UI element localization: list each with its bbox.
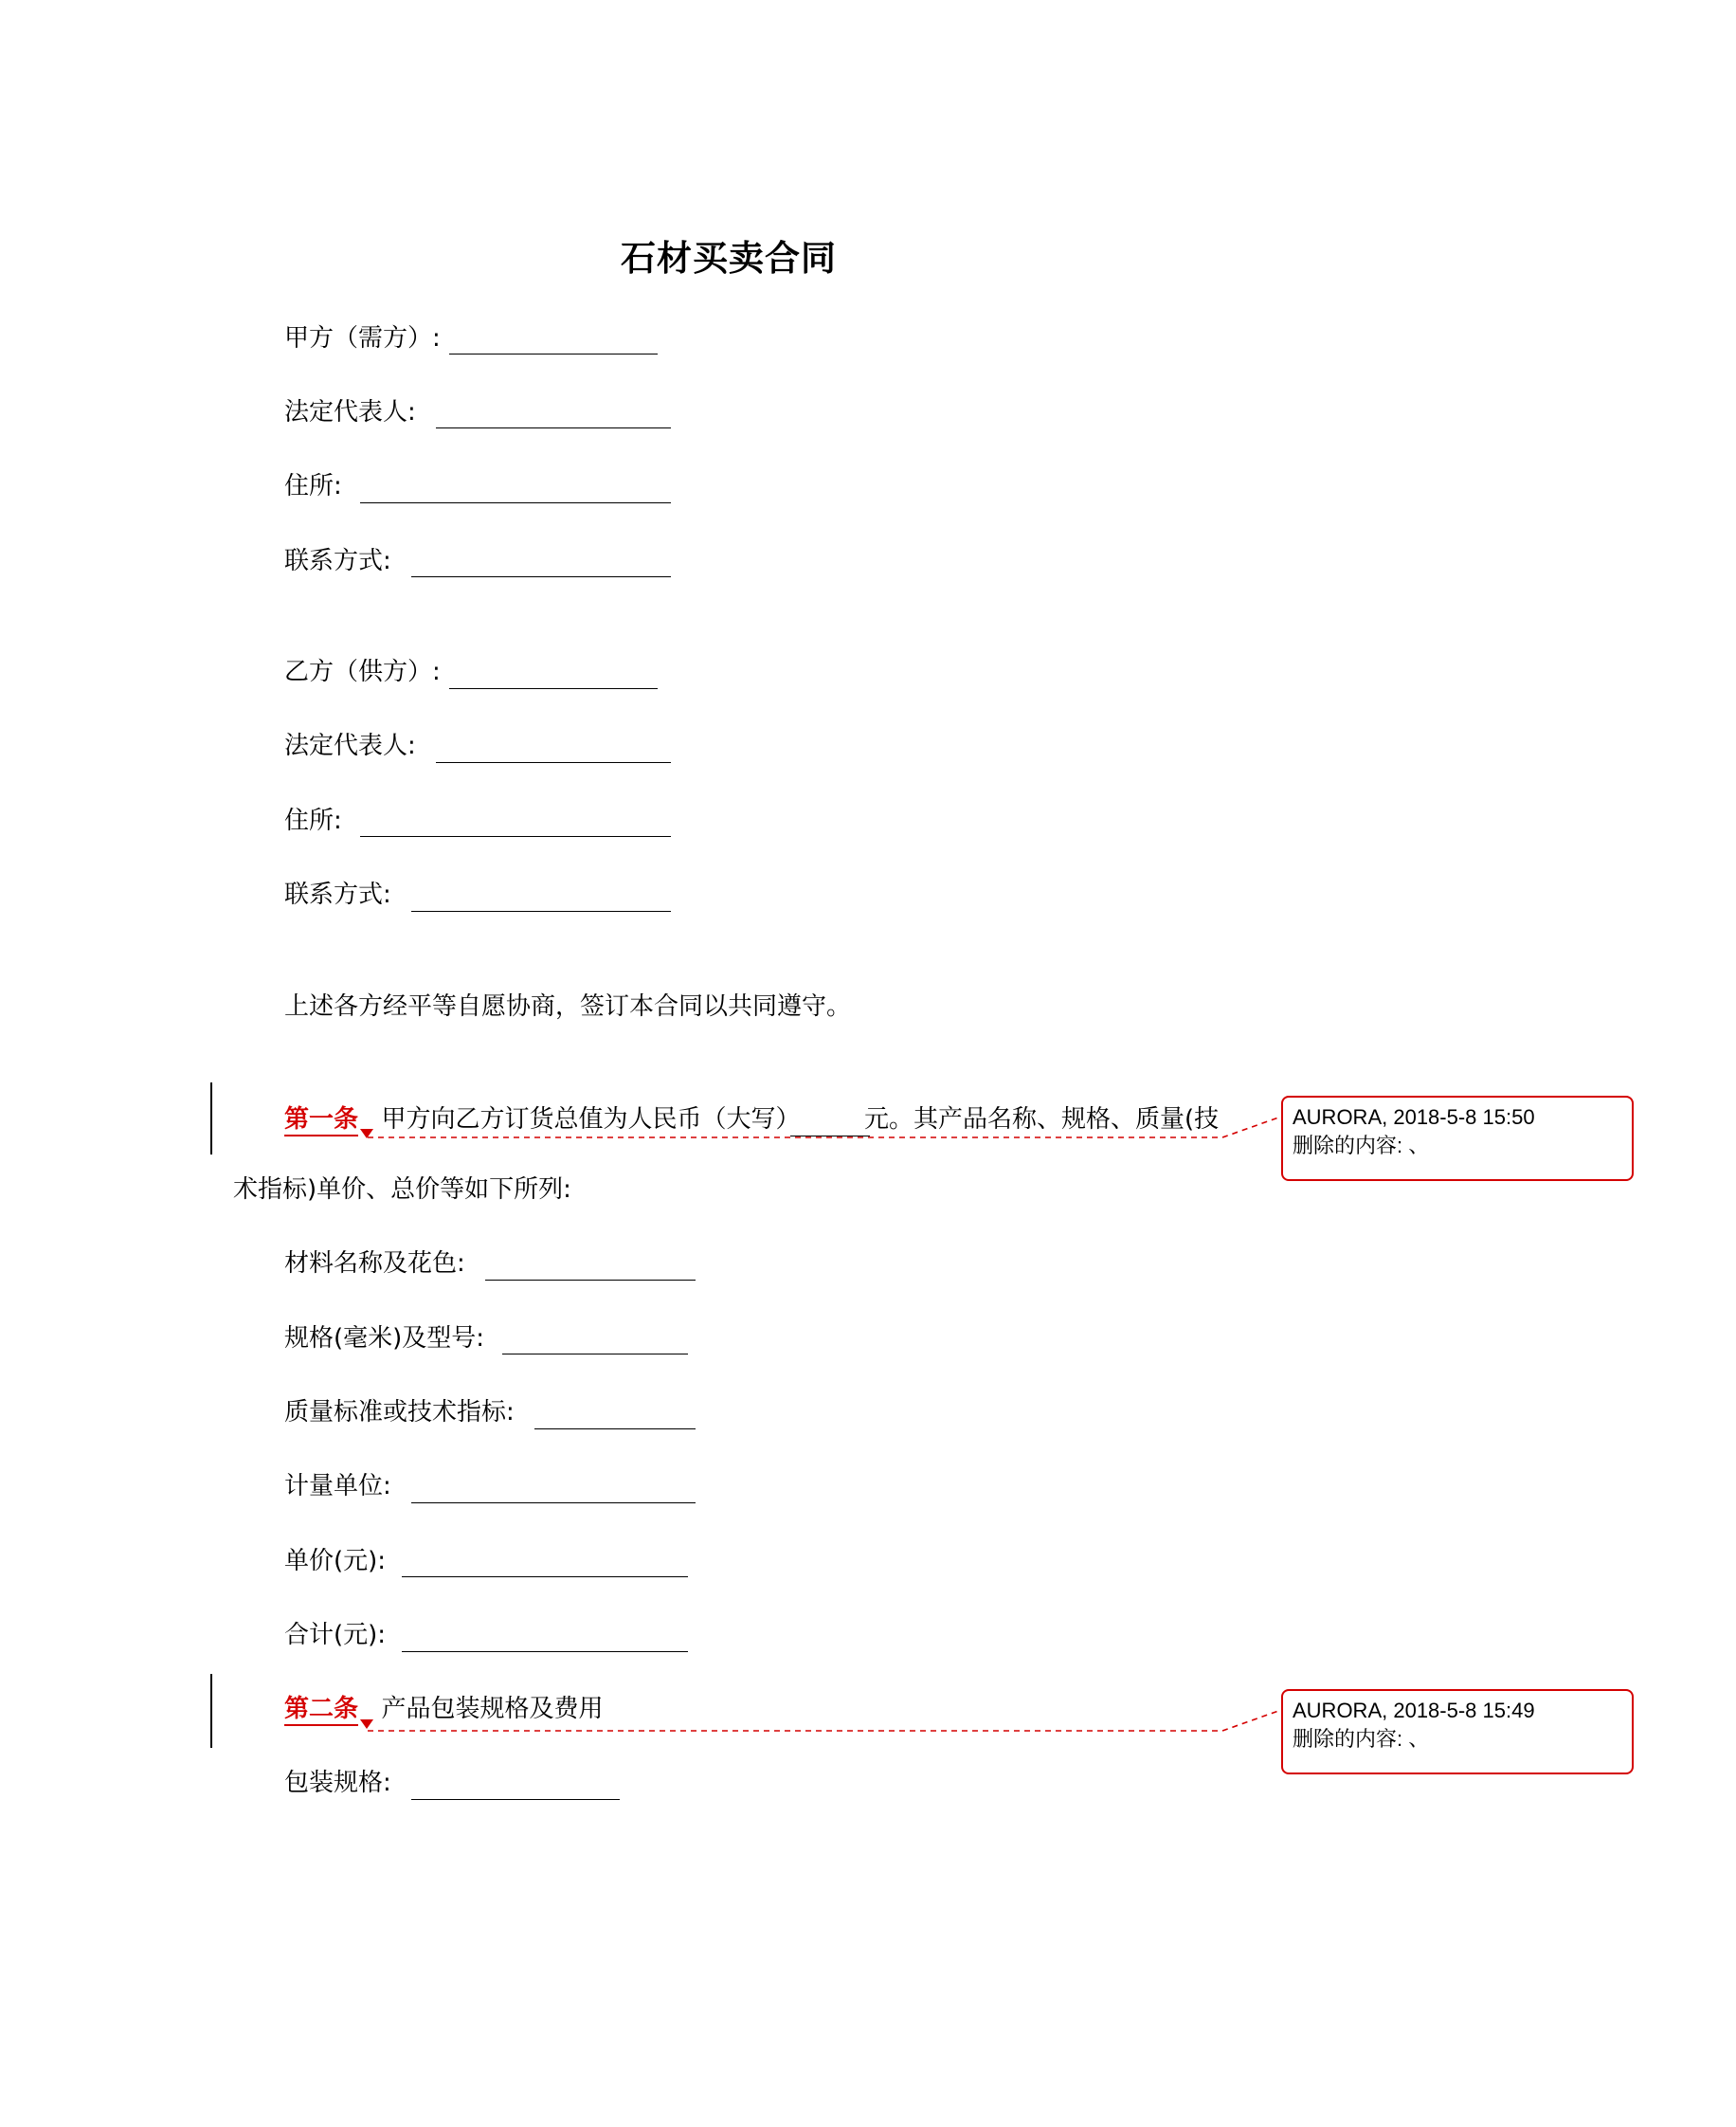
comment-author-date: AURORA, 2018-5-8 15:50 [1293,1105,1535,1129]
comment-balloon-2[interactable] [1281,1689,1634,1774]
material-label: 材料名称及花色: [284,1249,465,1278]
unit-label: 计量单位: [284,1472,391,1500]
price-blank[interactable] [402,1576,688,1577]
party-b-contact-blank[interactable] [411,911,671,912]
party-a-contact-blank[interactable] [411,576,671,577]
party-b-address-blank[interactable] [360,836,671,837]
party-a-address-blank[interactable] [360,502,671,503]
packaging-label: 包装规格: [284,1769,391,1797]
preamble-text: 上述各方经平等自愿协商，签订本合同以共同遵守。 [284,992,852,1021]
party-a-address-label: 住所: [284,472,342,500]
material-blank[interactable] [485,1280,696,1281]
spec-label: 规格(毫米)及型号: [284,1324,485,1353]
quality-blank[interactable] [534,1428,696,1429]
document-title: 石材买卖合同 [621,238,837,279]
party-b-address-label: 住所: [284,807,342,835]
article-2-text: 产品包装规格及费用 [381,1695,604,1723]
price-label: 单价(元): [284,1547,387,1575]
party-b-rep-blank[interactable] [436,762,671,763]
article-2-number: 第二条 [284,1695,358,1726]
comment-content: 删除的内容: 、 [1293,1727,1430,1751]
party-a-rep-label: 法定代表人: [284,398,416,427]
unit-blank[interactable] [411,1502,696,1503]
change-bar-article-2 [210,1674,212,1748]
comment-balloon-1[interactable] [1281,1096,1634,1181]
article-2-line [284,1693,604,1725]
article-1-text-b: 元。其产品名称、规格、质量(技 [864,1105,1220,1134]
party-b-rep-label: 法定代表人: [284,732,416,760]
deletion-marker-1 [360,1129,373,1138]
article-1-text-c: 术指标)单价、总价等如下所列: [233,1175,571,1204]
party-b-heading: 乙方（供方）: [284,658,441,686]
party-a-contact-label: 联系方式: [284,547,391,575]
party-b-name-blank[interactable] [449,688,658,689]
article-1-number: 第一条 [284,1105,358,1136]
total-label: 合计(元): [284,1621,387,1649]
party-a-rep-blank[interactable] [436,427,671,428]
party-b-contact-label: 联系方式: [284,881,391,909]
party-a-heading: 甲方（需方）: [284,324,441,353]
total-blank[interactable] [402,1651,688,1652]
article-1-text-a: 甲方向乙方订货总值为人民币（大写） [381,1105,801,1134]
change-bar-article-1 [210,1082,212,1154]
deletion-marker-2 [360,1719,373,1729]
comment-author-date: AURORA, 2018-5-8 15:49 [1293,1699,1535,1722]
comment-content: 删除的内容: 、 [1293,1134,1430,1157]
packaging-blank[interactable] [411,1799,620,1800]
quality-label: 质量标准或技术指标: [284,1398,515,1427]
